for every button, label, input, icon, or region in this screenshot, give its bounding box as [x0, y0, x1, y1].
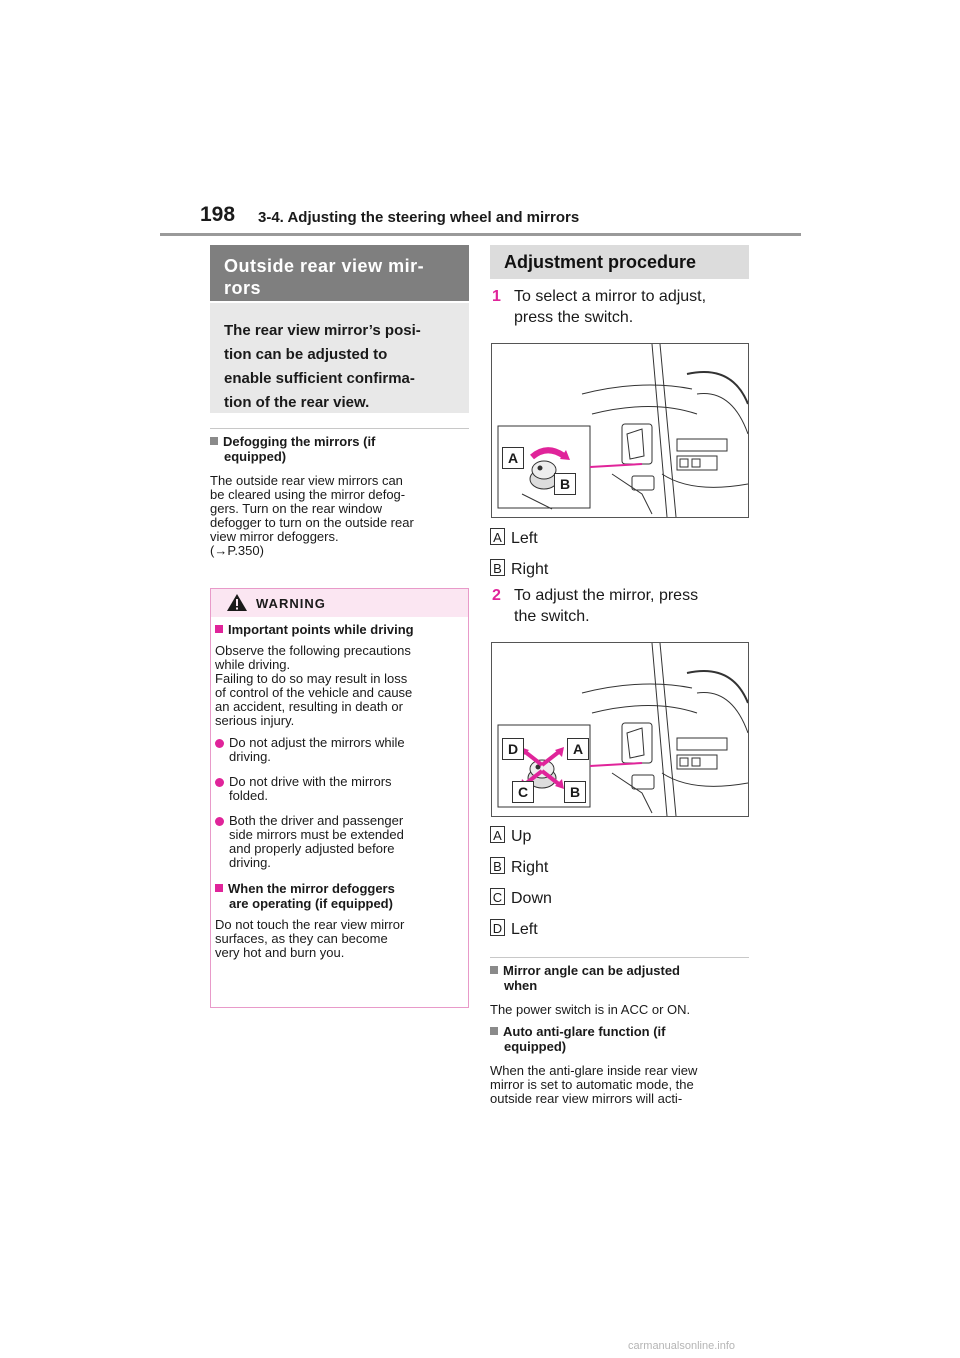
square-bullet-icon	[215, 884, 223, 892]
outside-mirrors-heading-text: Outside rear view mir- rors	[224, 256, 425, 298]
mirror-select-switch-illustration	[491, 343, 749, 518]
warning-bullet	[215, 775, 465, 803]
defogger-warning-heading-text: When the mirror defoggers are operating (if equipped)	[228, 881, 395, 911]
warning-bullet	[215, 814, 465, 870]
auto-anti-glare-heading-text: Auto anti-glare function (if equipped)	[503, 1024, 666, 1054]
auto-anti-glare-heading	[490, 1024, 763, 1054]
divider	[210, 428, 469, 429]
step-text: To select a mirror to adjust, press the switch.	[514, 288, 707, 326]
mirror-angle-heading	[490, 963, 763, 993]
mirror-angle-body: The power switch is in ACC or ON.	[490, 1002, 691, 1017]
warning-bullet-text: Do not adjust the mirrors while driving.	[229, 735, 405, 764]
page-number: 198	[200, 203, 236, 226]
step-2	[490, 585, 749, 627]
square-bullet-icon	[490, 1027, 498, 1035]
outside-mirrors-heading	[210, 245, 469, 301]
warning-content	[215, 622, 465, 968]
figure-label-c: C	[512, 781, 534, 803]
important-points-text: Observe the following precautions while driving. Failing to do so may result in loss of control of the vehicle and cause an accident, resulting in death or serious injury.	[215, 643, 413, 728]
warning-bullet-text: Do not drive with the mirrors folded.	[229, 774, 392, 803]
legend-item	[490, 826, 749, 847]
legend-label: Right	[511, 561, 549, 578]
warning-triangle-icon	[226, 593, 248, 617]
warning-bullet-text: Both the driver and passenger side mirrors must be extended and properly adjusted before driving.	[229, 813, 404, 870]
mirror-adjust-switch-illustration	[491, 642, 749, 817]
legend-label: Left	[511, 530, 538, 547]
defog-body: The outside rear view mirrors can be cleared using the mirror defog- gers. Turn on the rear window defogger to turn on the outside rear view mirror defoggers. (→P.350)	[210, 473, 414, 558]
bullet-dot-icon	[215, 778, 224, 787]
warning-title: WARNING	[256, 596, 326, 611]
defogger-warning-text: Do not touch the rear view mirror surfaces, as they can become very hot and burn you.	[215, 917, 405, 960]
legend-tag: A	[490, 528, 505, 545]
important-points-heading	[215, 622, 465, 637]
divider	[490, 957, 749, 958]
square-bullet-icon	[210, 437, 218, 445]
legend-item	[490, 857, 749, 878]
figure-label-a: A	[567, 738, 589, 760]
legend-tag: B	[490, 857, 505, 874]
warning-header	[211, 589, 468, 617]
legend-item	[490, 559, 749, 580]
legend-tag: D	[490, 919, 505, 936]
header-rule	[160, 233, 801, 236]
legend-label: Up	[511, 828, 532, 845]
square-bullet-icon	[215, 625, 223, 633]
defog-heading	[210, 434, 483, 464]
section-title: 3-4. Adjusting the steering wheel and mirrors	[258, 209, 580, 226]
legend-label: Right	[511, 859, 549, 876]
step-number: 2	[492, 587, 501, 604]
legend-item	[490, 528, 749, 549]
legend-item	[490, 888, 749, 909]
legend-1	[490, 528, 749, 580]
legend-label: Left	[511, 921, 538, 938]
legend-tag: A	[490, 826, 505, 843]
square-bullet-icon	[490, 966, 498, 974]
step-1	[490, 286, 749, 328]
figure-label-d: D	[502, 738, 524, 760]
bullet-dot-icon	[215, 739, 224, 748]
intro-text: The rear view mirror’s posi- tion can be adjusted to enable sufficient confirma- tion of the rear view.	[224, 322, 421, 411]
figure-label-b: B	[554, 473, 576, 495]
intro-box	[210, 303, 469, 413]
adjustment-procedure-heading: Adjustment procedure	[490, 245, 749, 279]
figure-label-b: B	[564, 781, 586, 803]
important-points-heading-text: Important points while driving	[228, 622, 414, 637]
figure-label-a: A	[502, 447, 524, 469]
legend-item	[490, 919, 749, 940]
legend-2	[490, 826, 749, 940]
bullet-dot-icon	[215, 817, 224, 826]
watermark: carmanualsonline.info	[628, 1340, 736, 1352]
defogger-warning-heading	[215, 881, 465, 911]
legend-label: Down	[511, 890, 552, 907]
defog-heading-text: Defogging the mirrors (if equipped)	[223, 434, 376, 464]
legend-tag: C	[490, 888, 505, 905]
step-text: To adjust the mirror, press the switch.	[514, 587, 699, 625]
warning-bullet	[215, 736, 465, 764]
step-number: 1	[492, 288, 501, 305]
auto-anti-glare-body: When the anti-glare inside rear view mirror is set to automatic mode, the outside rear view mirrors will acti-	[490, 1063, 698, 1106]
legend-tag: B	[490, 559, 505, 576]
mirror-angle-heading-text: Mirror angle can be adjusted when	[503, 963, 680, 993]
